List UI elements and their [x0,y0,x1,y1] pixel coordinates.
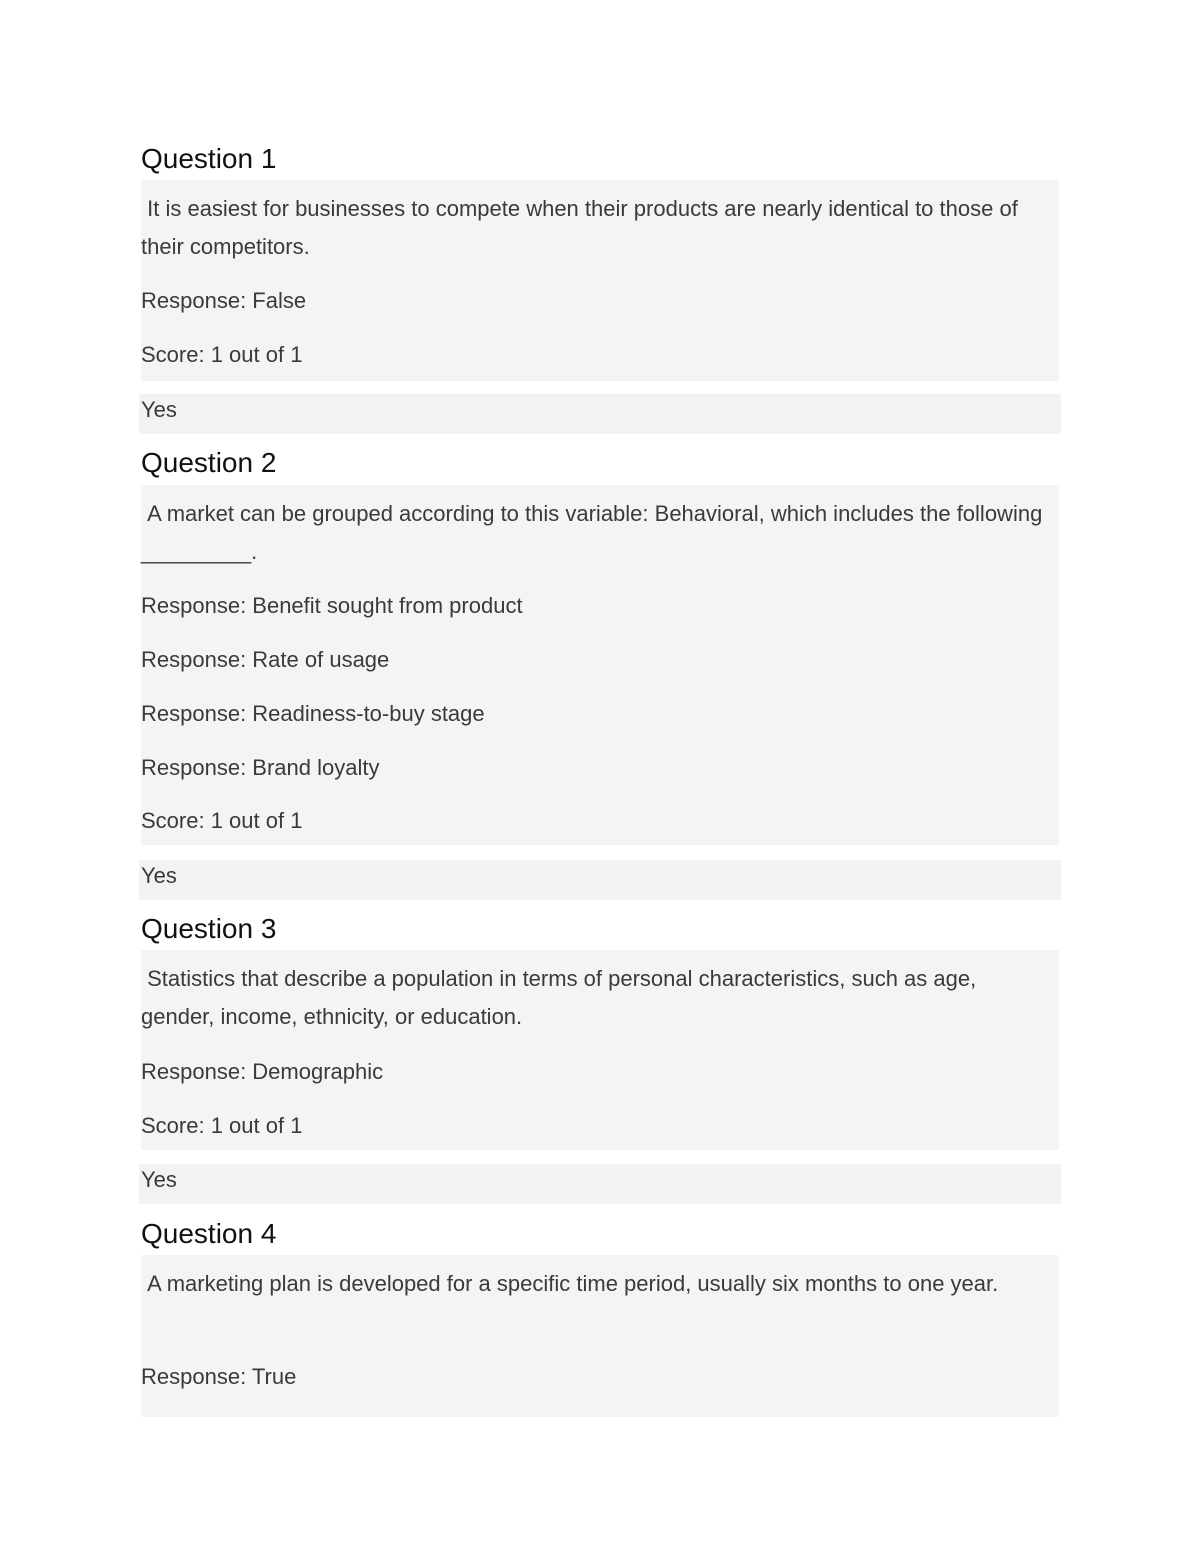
question-1-title: Question 1 [141,143,277,174]
question-4-response-1: Response: True [141,1364,297,1389]
question-3-correct: Yes [141,1167,177,1192]
question-4-text: A marketing plan is developed for a specific time period, usually six months to one year. [141,1271,999,1296]
question-4-box [141,1255,1059,1417]
question-2-score: Score: 1 out of 1 [141,808,303,833]
question-2-correct-box [139,860,1061,900]
question-3-score: Score: 1 out of 1 [141,1113,303,1138]
question-1-correct: Yes [141,397,177,422]
question-3-text: Statistics that describe a population in terms of personal characteristics, such as age, gender, income, ethnicity, or education. [141,966,983,1029]
question-2-text: A market can be grouped according to this variable: Behavioral, which includes the following _________. [141,501,1049,564]
question-2-box [141,485,1059,845]
question-1-correct-box [139,394,1061,434]
question-3-correct-box [139,1164,1061,1204]
question-3-title: Question 3 [141,913,277,944]
question-2-response-4: Response: Brand loyalty [141,755,380,780]
question-2-correct: Yes [141,863,177,888]
question-2-response-2: Response: Rate of usage [141,647,390,672]
question-2-response-3: Response: Readiness-to-buy stage [141,701,485,726]
question-1-response-1: Response: False [141,288,307,313]
question-2-response-1: Response: Benefit sought from product [141,593,523,618]
question-3-response-1: Response: Demographic [141,1059,384,1084]
question-1-box [141,180,1059,381]
question-1-text: It is easiest for businesses to compete when their products are nearly identical to those of their competitors. [141,196,1024,259]
question-1-score: Score: 1 out of 1 [141,342,303,367]
question-4-title: Question 4 [141,1218,277,1249]
question-2-title: Question 2 [141,447,277,478]
question-3-box [141,950,1059,1150]
